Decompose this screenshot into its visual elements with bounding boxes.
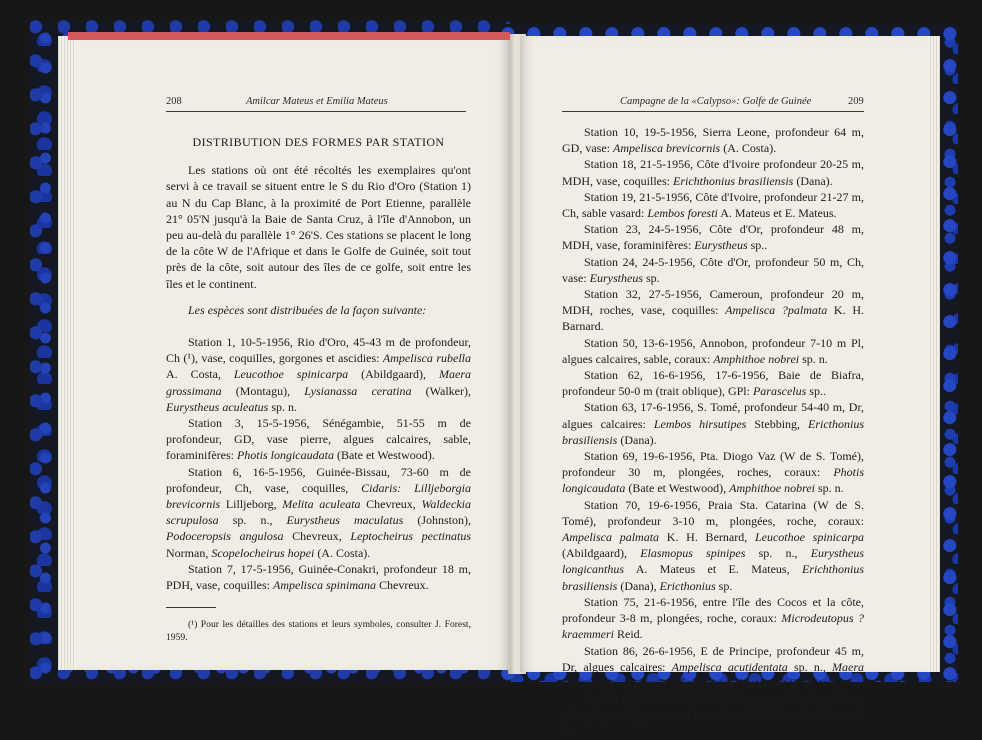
species-name: Maera grossimana xyxy=(166,367,471,398)
species-name: Ampelisca ?palmata xyxy=(725,303,828,318)
species-name: Photis longicaudata xyxy=(562,465,864,496)
station-entry xyxy=(562,286,864,335)
species-name: Eurystheus maculatus xyxy=(286,513,404,528)
station-text: Station 24, 24-5-1956, Côte d'Or, profondeur 50 m, Ch, vase: xyxy=(562,254,864,285)
station-text: Chevreux. xyxy=(376,578,429,593)
station-entry xyxy=(562,254,864,286)
station-text: (A. Costa). xyxy=(720,141,777,156)
right-running-head: Campagne de la «Calypso»: Golfe de Guinée xyxy=(620,96,812,107)
species-name: Eurystheus xyxy=(694,238,748,253)
species-name: Leucothoe spinicarpa xyxy=(233,367,349,382)
species-name: Podoceropsis angulosa xyxy=(166,529,284,544)
left-body xyxy=(166,134,471,644)
intro-paragraph: Les stations où ont été récoltés les exemplaires qu'ont servi à ce travail se situent entre le S du Rio d'Oro (Station 1) au N du Cap Blanc, à la proximité de Port Etienne, parallèle 21° 05'N jusqu'à la Baie de Santa Cruz, à l'île d'Annobon, un peu au-delà du parallèle 1° 26'S. Ces stations se placent le long de la côte W de l'Afrique et dans le Golfe de Guinée, soit tout près de la côte, soit autour des îles de ce golfe, soit entre les îles et le continent. xyxy=(166,163,471,291)
station-text: sp. xyxy=(715,578,733,593)
station-entry xyxy=(562,124,864,156)
station-entry xyxy=(562,367,864,399)
species-name: Erichthonius brasiliensis xyxy=(562,562,864,593)
station-text: A. Mateus et E. Mateus, xyxy=(624,562,802,577)
species-name: Leptocheirus pectinatus xyxy=(350,529,472,544)
page-stack-edge xyxy=(58,36,76,670)
station-text: Station 86, 26-6-1956, E de Principe, profondeur 45 m, Dr, algues calcaires: xyxy=(562,643,864,674)
footnote: (¹) Pour les détailles des stations et leurs symboles, consulter J. Forest, 1959. xyxy=(166,619,471,644)
station-text: Chevreux, xyxy=(283,529,351,544)
station-entry xyxy=(562,335,864,367)
station-text: Stebbing, xyxy=(746,416,808,431)
station-text: Station 88, 26-6-1956, N ilôt Caroço, profondeur 2-8 m, plongées, roche, coraux: xyxy=(562,692,864,723)
station-entry xyxy=(166,561,471,593)
left-running-head: Amilcar Mateus et Emilia Mateus xyxy=(246,96,388,107)
species-name: Scopelocheirus hopei xyxy=(211,545,315,560)
station-text: Station 1, 10-5-1956, Rio d'Oro, 45-43 m de profondeur, Ch (¹), vase, coquilles, gorgones et ascidies: xyxy=(166,335,471,366)
species-name: Erichthonius brasiliensis xyxy=(672,173,794,188)
station-entry xyxy=(562,221,864,253)
station-text: sp. n., xyxy=(787,659,832,674)
species-name: Amphithoe nobrei xyxy=(729,481,815,496)
species-name: Microdeutopus ?kraemmeri xyxy=(562,611,864,642)
station-text: sp.. xyxy=(747,238,768,253)
station-text: Station 18, 21-5-1956, Côte d'Ivoire profondeur 20-25 m, MDH, vase, coquilles: xyxy=(562,157,864,188)
station-entry xyxy=(562,156,864,188)
distribution-subtitle: Les espèces sont distribuées de la façon suivante: xyxy=(188,302,427,317)
station-text: sp. n. xyxy=(799,351,828,366)
station-entry xyxy=(562,448,864,497)
red-page-edge xyxy=(68,32,510,40)
station-text: Station 75, 21-6-1956, entre l'île des Cocos et la côte, profondeur 3-8 m, plongées, roche, coraux: xyxy=(562,594,864,626)
species-name: Eurystheus longicanthus xyxy=(562,546,865,577)
species-name: Ericthonius brasiliensis xyxy=(562,416,864,447)
station-text: (Montagu), xyxy=(221,383,305,398)
station-text: sp. n. xyxy=(268,399,297,414)
station-text: sp. n., xyxy=(604,675,640,690)
station-text: K. H. Barnard. xyxy=(562,303,864,334)
species-name: Maera excavata xyxy=(562,659,864,690)
species-name: Lembos foresti xyxy=(647,206,718,221)
station-entry xyxy=(166,464,471,561)
station-text: Station 7, 17-5-1956, Guinée-Conakri, profondeur 18 m, PDH, vase, coquilles: xyxy=(166,561,471,593)
station-text: sp. n., xyxy=(745,546,811,561)
station-text: Chevreux, xyxy=(360,497,422,512)
station-text: (Bate et Westwood), xyxy=(625,481,730,496)
section-heading: DISTRIBUTION DES FORMES PAR STATION xyxy=(192,135,445,149)
station-entry xyxy=(562,691,864,740)
species-name: Melita aculeata xyxy=(282,497,361,512)
species-name: Cidaris: Lilljeborgia brevicornis xyxy=(166,480,471,512)
species-name: Elasmopus spinipes xyxy=(640,546,746,561)
station-text: (Johnston), xyxy=(403,513,472,528)
header-rule xyxy=(562,111,864,112)
station-text: Station 23, 24-5-1956, Côte d'Or, profondeur 48 m, MDH, vase, foraminifères: xyxy=(562,222,864,253)
station-text: Station 62, 16-6-1956, 17-6-1956, Baie de Biafra, profondeur 50-0 m (trait oblique), GPl: xyxy=(562,368,864,399)
page-stack-edge xyxy=(928,36,940,672)
right-body xyxy=(562,124,864,740)
station-text: (Abildgaard), xyxy=(348,367,439,382)
station-entry xyxy=(166,415,471,464)
station-text: A. Costa, xyxy=(166,367,234,382)
station-text: Reid. xyxy=(613,627,643,642)
species-name: Ampelisca palmata xyxy=(562,530,660,545)
header-rule xyxy=(166,111,466,112)
species-name: Amphithoe nobrei xyxy=(713,351,800,366)
species-name: Eurystheus xyxy=(589,270,643,285)
species-name: Eurystheus aculeatus xyxy=(166,399,269,414)
species-name: Ampelisca spinimana xyxy=(273,578,376,593)
species-name: Waldeckia scrupulosa xyxy=(166,497,471,528)
left-page-number: 208 xyxy=(166,96,182,107)
species-name: Leucothoe denticulata xyxy=(686,708,796,723)
station-entry xyxy=(562,497,864,594)
station-text: sp. xyxy=(642,270,660,285)
station-text: sp. n., xyxy=(218,513,287,528)
station-entry xyxy=(562,399,864,448)
station-text: A. Mateus et E. xyxy=(562,708,864,739)
station-text: Station 10, 19-5-1956, Sierra Leone, profondeur 64 m, GD, vase: xyxy=(562,125,864,156)
right-page-number: 209 xyxy=(848,96,864,107)
species-name: Photis longicaudata xyxy=(236,448,334,463)
left-station-list xyxy=(166,334,471,593)
station-text: Station 19, 21-5-1956, Côte d'Ivoire, profondeur 21-27 m, Ch, sable vasard: xyxy=(562,189,864,221)
station-text: (Dana). xyxy=(617,432,657,447)
station-text: Station 6, 16-5-1956, Guinée-Bissau, 73-60 m de profondeur, Ch, vase, coquilles, xyxy=(166,464,471,495)
species-name: Lysianassa ceratina xyxy=(304,383,412,398)
station-entry xyxy=(562,594,864,643)
species-name: Parascelus xyxy=(752,384,807,399)
station-text: Station 69, 19-6-1956, Pta. Diogo Vaz (W de S. Tomé), profondeur 30 m, plongées, roches, coraux: xyxy=(562,449,864,480)
species-name: Leucothoe spinicarpa xyxy=(754,530,864,545)
right-station-list xyxy=(562,124,864,740)
species-name: Ericthonius xyxy=(659,578,716,593)
station-text: Lilljeborg, xyxy=(220,497,283,512)
species-name: Ampelisca rubella xyxy=(382,351,471,366)
station-entry xyxy=(166,334,471,415)
station-text: A. Mateus et E. Mateus. xyxy=(717,206,837,221)
station-entry xyxy=(562,189,864,221)
station-text: (Walker), xyxy=(411,383,471,398)
station-text: A. Mateus et E. Mateus. xyxy=(722,675,841,690)
species-name: Ampelisca acutidentata xyxy=(671,659,788,674)
station-text: sp.. xyxy=(806,384,826,399)
station-text: (Abildgaard), xyxy=(562,546,641,561)
station-text: Station 70, 19-6-1956, Praia Sta. Catarina (W de S. Tomé), profondeur 3-10 m, plongées, roche, coraux: xyxy=(562,497,864,528)
station-text: sp. n. xyxy=(815,481,844,496)
station-text: (Bate et Westwood). xyxy=(333,448,435,463)
footnote-rule xyxy=(166,607,216,608)
station-text: Station 63, 17-6-1956, S. Tomé, profondeur 54-40 m, Dr, algues calcaires: xyxy=(562,400,864,431)
station-text: (Dana), xyxy=(617,578,660,593)
right-page xyxy=(520,36,940,739)
station-text: Station 32, 27-5-1956, Cameroun, profondeur 20 m, MDH, roches, vase, coquilles: xyxy=(562,287,864,318)
station-text: (Dana). xyxy=(793,173,833,188)
species-name: Ampelisca brevicornis xyxy=(613,141,721,156)
station-text: K. H. Bernard, xyxy=(659,530,755,545)
station-entry xyxy=(562,643,864,692)
station-text: (A. Costa). xyxy=(314,545,371,560)
species-name: Lembos barbatus xyxy=(639,675,723,690)
station-text: Norman, xyxy=(166,545,212,560)
station-text: Station 50, 13-6-1956, Annobon, profondeur 7-10 m Pl, algues calcaires, sable, coraux: xyxy=(562,335,864,366)
left-page xyxy=(58,36,510,670)
station-text: Station 3, 15-5-1956, Sénégambie, 51-55 m de profondeur, GD, vase pierre, algues calcaires, sable, foraminifères: xyxy=(166,416,471,463)
species-name: Lembos hirsutipes xyxy=(653,416,747,431)
